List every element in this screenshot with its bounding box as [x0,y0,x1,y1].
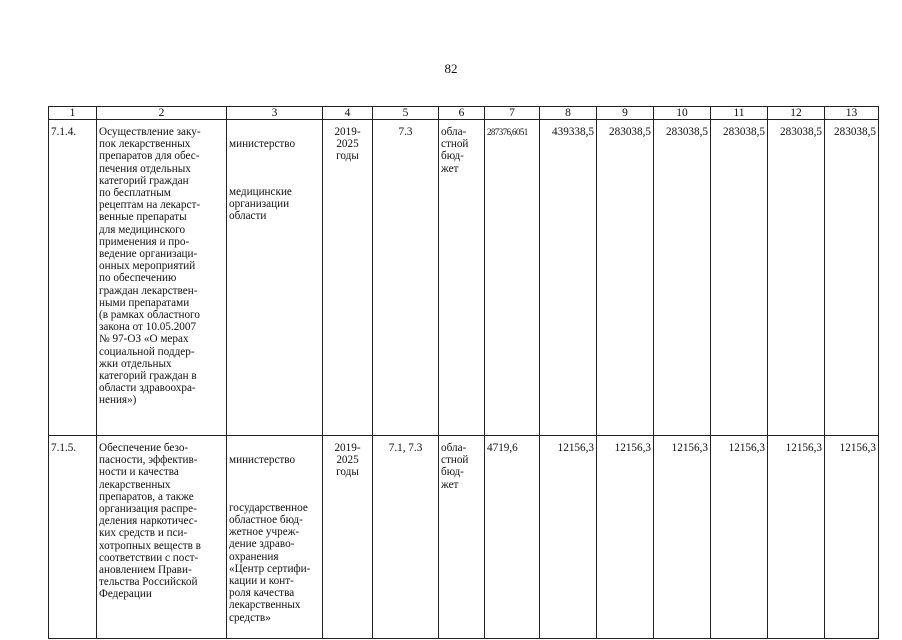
header-row [49,107,879,120]
table-row [49,436,879,639]
column-header: 6 [439,107,485,120]
value-cell: 12156,3 [711,436,768,639]
period-cell: 2019- 2025 годы [323,436,373,639]
funding-source-cell: обла- стной бюд- жет [439,120,485,436]
measure-description: Обеспечение безо- пасности, эффектив- ности и качества лекарственных препаратов, а также организация распре- деления наркотичес- ких средств и пси- хотропных веществ в соответствии с пост- ановлением Прави- тельства Российской Федерации [97,436,227,639]
value-cell: 4719,6 [485,436,540,639]
value-text: 287376,6051 [487,127,528,137]
column-header: 5 [373,107,439,120]
value-cell: 439338,5 [540,120,597,436]
column-header: 13 [825,107,879,120]
period-cell: 2019- 2025 годы [323,120,373,436]
value-cell: 12156,3 [654,436,711,639]
column-header: 8 [540,107,597,120]
column-header: 2 [97,107,227,120]
value-cell: 283038,5 [825,120,879,436]
budget-table [48,106,879,639]
executor-primary: министерство [229,454,296,467]
column-header: 10 [654,107,711,120]
funding-source-cell: обла- стной бюд- жет [439,436,485,639]
executor-primary: министерство [229,138,296,151]
executor-cell [227,120,323,436]
indicator-cell: 7.3 [373,120,439,436]
column-header: 11 [711,107,768,120]
value-cell: 283038,5 [654,120,711,436]
value-cell: 283038,5 [711,120,768,436]
table-row [49,120,879,436]
column-header: 4 [323,107,373,120]
row-number: 7.1.5. [49,436,97,639]
column-header: 9 [597,107,654,120]
executor-secondary: государственное областное бюд- жетное учреж- дение здраво- охранения «Центр сертифи- кации и конт- роля качества лекарственных средств» [229,501,311,624]
value-cell [485,120,540,436]
executor-cell [227,436,323,639]
page-number: 82 [444,61,458,76]
value-cell: 283038,5 [768,120,825,436]
value-cell: 12156,3 [597,436,654,639]
row-number: 7.1.4. [49,120,97,436]
executor-secondary: медицинские организации области [229,185,292,223]
column-header: 7 [485,107,540,120]
value-cell: 283038,5 [597,120,654,436]
column-header: 3 [227,107,323,120]
column-header: 1 [49,107,97,120]
value-cell: 12156,3 [768,436,825,639]
column-header: 12 [768,107,825,120]
value-cell: 12156,3 [825,436,879,639]
measure-description: Осуществление заку- пок лекарственных препаратов для обес- печения отдельных категорий граждан по бесплатным рецептам на лекарст- венные препараты для медицинского применения и про- ведение организаци- онных мероприятий по обеспечению граждан лекарствен- ными препаратами (в рамках областного закона от 10.05.2007 № 97-ОЗ «О мерах социальной поддер- жки отдельных категорий граждан в области здравоохра- нения») [97,120,227,436]
indicator-cell: 7.1, 7.3 [373,436,439,639]
value-cell: 12156,3 [540,436,597,639]
